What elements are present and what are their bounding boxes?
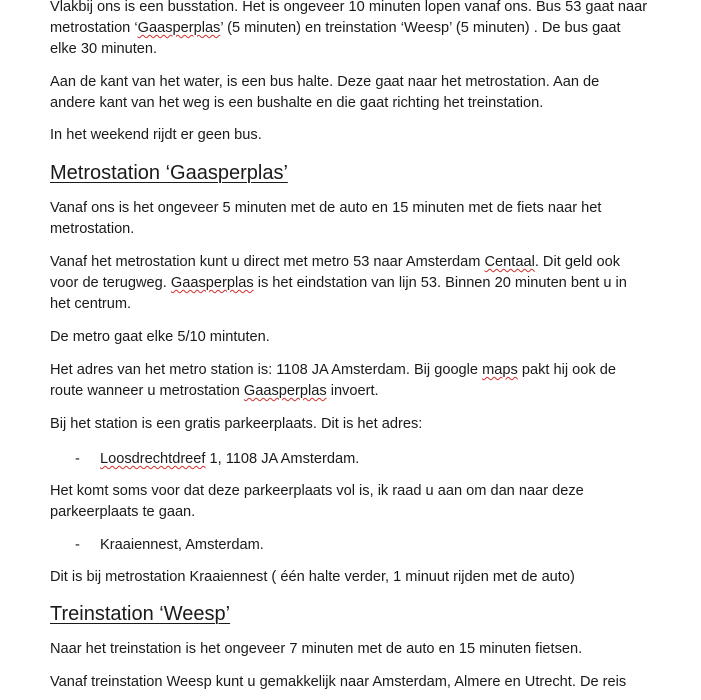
- paragraph-address-line-2: route wanneer u metrostation Gaasperplas invoert.: [50, 383, 379, 399]
- paragraph-full-line-2: parkeerplaats te gaan.: [50, 504, 196, 520]
- bullet-item-kraaiennest: Kraaiennest, Amsterdam.: [100, 537, 264, 553]
- spellcheck-word: Centaal: [484, 254, 535, 270]
- paragraph-halte-line-2: andere kant van het weg is een bushalte en die gaat richting het treinstation.: [50, 95, 544, 111]
- paragraph-metro-line-1: Vanaf het metrostation kunt u direct met metro 53 naar Amsterdam Centaal. Dit geld ook: [50, 254, 621, 270]
- paragraph-full-line-1: Het komt soms voor dat deze parkeerplaats vol is, ik raad u aan om dan naar deze: [50, 483, 584, 499]
- paragraph-train-distance: Naar het treinstation is het ongeveer 7 minuten met de auto en 15 minuten fietsen.: [50, 641, 583, 657]
- paragraph-frequency: De metro gaat elke 5/10 mintuten.: [50, 329, 270, 345]
- paragraph-distance-line-1: Vanaf ons is het ongeveer 5 minuten met de auto en 15 minuten met de fiets naar het: [50, 200, 602, 216]
- heading-treinstation: Treinstation ‘Weesp’: [50, 603, 231, 625]
- paragraph-bus-line-2: metrostation ‘Gaasperplas’ (5 minuten) en treinstation ‘Weesp’ (5 minuten) . De bus gaat: [50, 20, 621, 36]
- bullet-dash: -: [75, 537, 80, 553]
- paragraph-kraaiennest: Dit is bij metrostation Kraaiennest ( één halte verder, 1 minuut rijden met de auto): [50, 569, 575, 585]
- paragraph-distance-line-2: metrostation.: [50, 221, 135, 237]
- spellcheck-word: Gaasperplas: [170, 275, 254, 291]
- spellcheck-word: Gaasperplas: [137, 20, 221, 36]
- paragraph-train-destinations: Vanaf treinstation Weesp kunt u gemakkelijk naar Amsterdam, Almere en Utrecht. De reis: [50, 674, 627, 690]
- paragraph-address-line-1: Het adres van het metro station is: 1108 JA Amsterdam. Bij google maps pakt hij ook de: [50, 362, 616, 378]
- paragraph-bus-line-1: Vlakbij ons is een busstation. Het is ongeveer 10 minuten lopen vanaf ons. Bus 53 gaat naar: [50, 0, 648, 15]
- spellcheck-word: maps: [482, 362, 518, 378]
- paragraph-weekend: In het weekend rijdt er geen bus.: [50, 127, 262, 143]
- paragraph-metro-line-2: voor de terugweg. Gaasperplas is het eindstation van lijn 53. Binnen 20 minuten bent u in: [50, 275, 627, 291]
- paragraph-halte-line-1: Aan de kant van het water, is een bus halte. Deze gaat naar het metrostation. Aan de: [50, 74, 600, 90]
- paragraph-bus-line-3: elke 30 minuten.: [50, 41, 158, 57]
- bullet-dash: -: [75, 451, 80, 467]
- bullet-item-loosdrechtdreef: Loosdrechtdreef 1, 1108 JA Amsterdam.: [100, 451, 360, 467]
- paragraph-metro-line-3: het centrum.: [50, 296, 132, 312]
- spellcheck-word: Gaasperplas: [243, 383, 327, 399]
- paragraph-parking: Bij het station is een gratis parkeerplaats. Dit is het adres:: [50, 416, 423, 432]
- heading-metrostation: Metrostation ‘Gaasperplas’: [50, 162, 288, 184]
- spellcheck-word: Loosdrechtdreef: [100, 451, 206, 467]
